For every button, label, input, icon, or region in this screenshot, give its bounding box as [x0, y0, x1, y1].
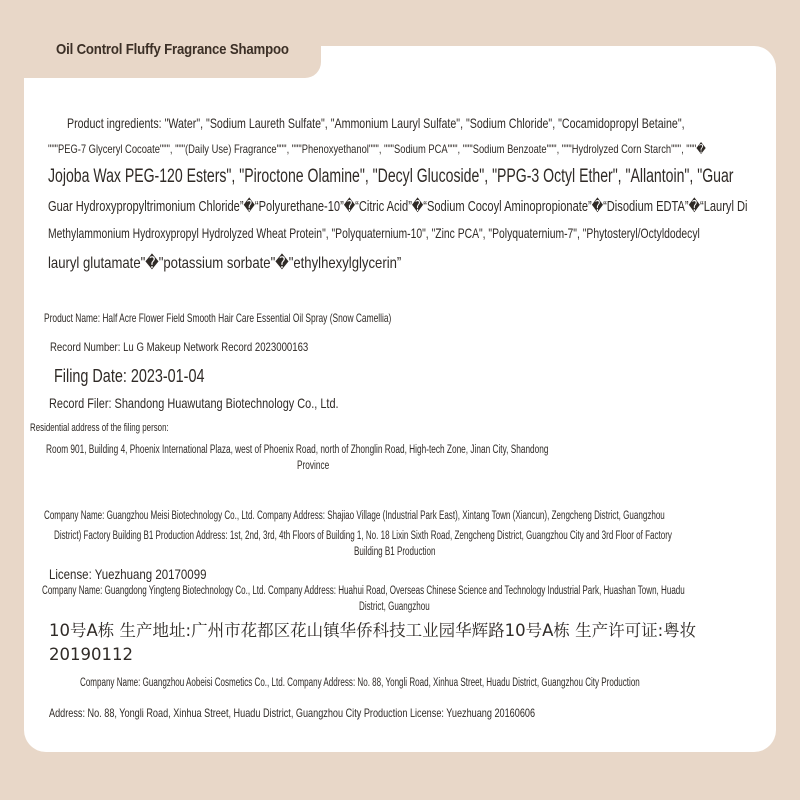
yingteng-company-line-1: Company Name: Guangdong Yingteng Biotechnology Co., Ltd. Company Address: Huahui Road, Overseas Chinese Science and Technology Industrial Park, Huashan Town, Huadu: [42, 585, 685, 597]
page-title: Oil Control Fluffy Fragrance Shampoo: [56, 41, 289, 58]
record-filer: Record Filer: Shandong Huawutang Biotechnology Co., Ltd.: [49, 395, 339, 411]
residential-address-label: Residential address of the filing person:: [30, 422, 169, 434]
ingredients-line-5: Methylammonium Hydroxypropyl Hydrolyzed Wheat Protein", "Polyquaternium-10", "Zinc PCA", "Polyquaternium-7", "Phytosteryl/Octyldodecyl: [48, 225, 700, 241]
record-number: Record Number: Lu G Makeup Network Record 2023000163: [50, 340, 309, 354]
yingteng-company-line-2: District, Guangzhou: [359, 601, 430, 613]
meisi-license: License: Yuezhuang 20170099: [49, 566, 207, 582]
filing-date: Filing Date: 2023-01-04: [54, 366, 205, 386]
aobeisi-company-line-1: Company Name: Guangzhou Aobeisi Cosmetics Co., Ltd. Company Address: No. 88, Yongli Road, Xinhua Street, Huadu District, Guangzhou City Production: [80, 677, 640, 689]
meisi-company-line-1: Company Name: Guangzhou Meisi Biotechnology Co., Ltd. Company Address: Shajiao Village (Industrial Park East), Xintang Town (Xiancun), Zengcheng District, Guangzhou: [44, 510, 665, 522]
aobeisi-company-line-2: Address: No. 88, Yongli Road, Xinhua Street, Huadu District, Guangzhou City Production License: Yuezhuang 20160606: [49, 706, 536, 720]
meisi-company-line-2: District) Factory Building B1 Production Address: 1st, 2nd, 3rd, 4th Floors of Building 1, No. 18 Lixin Sixth Road, Zengcheng District, Guangzhou City and 3rd Floor of Factory: [54, 530, 672, 542]
meisi-company-line-3: Building B1 Production: [354, 546, 436, 558]
ingredients-line-3: Jojoba Wax PEG-120 Esters", "Piroctone Olamine", "Decyl Glucoside", "PPG-3 Octyl Ether", "Allantoin", "Guar: [48, 166, 734, 187]
ingredients-line-1: Product ingredients: "Water", "Sodium Laureth Sulfate", "Ammonium Lauryl Sulfate", "Sodium Chloride", "Cocamidopropyl Betaine",: [67, 115, 685, 131]
ingredients-line-6: lauryl glutamate"�"potassium sorbate"�"ethylhexylglycerin”: [48, 255, 402, 272]
product-name: Product Name: Half Acre Flower Field Smooth Hair Care Essential Oil Spray (Snow Camellia): [44, 311, 392, 325]
ingredients-line-2: """PEG-7 Glyceryl Cocoate""", """(Daily Use) Fragrance""", """Phenoxyethanol""", """Sodium PCA""", """Sodium Benzoate""", """Hydrolyzed Corn Starch""", """�: [48, 142, 706, 156]
yingteng-chinese-address-line-1: 10号A栋 生产地址:广州市花都区花山镇华侨科技工业园华辉路10号A栋 生产许可证:粤妆: [49, 621, 697, 640]
residential-address-line-1: Room 901, Building 4, Phoenix International Plaza, west of Phoenix Road, north of Zhonglin Road, High-tech Zone, Jinan City, Shandong: [46, 444, 549, 456]
yingteng-chinese-address-line-2: 20190112: [49, 645, 133, 664]
ingredients-line-4: Guar Hydroxypropyltrimonium Chloride”�“Polyurethane-10”�“Citric Acid”�“Sodium Cocoyl Aminopropionate”�“Disodium EDTA”�“Lauryl Di: [48, 198, 748, 215]
residential-address-line-2: Province: [297, 460, 330, 472]
